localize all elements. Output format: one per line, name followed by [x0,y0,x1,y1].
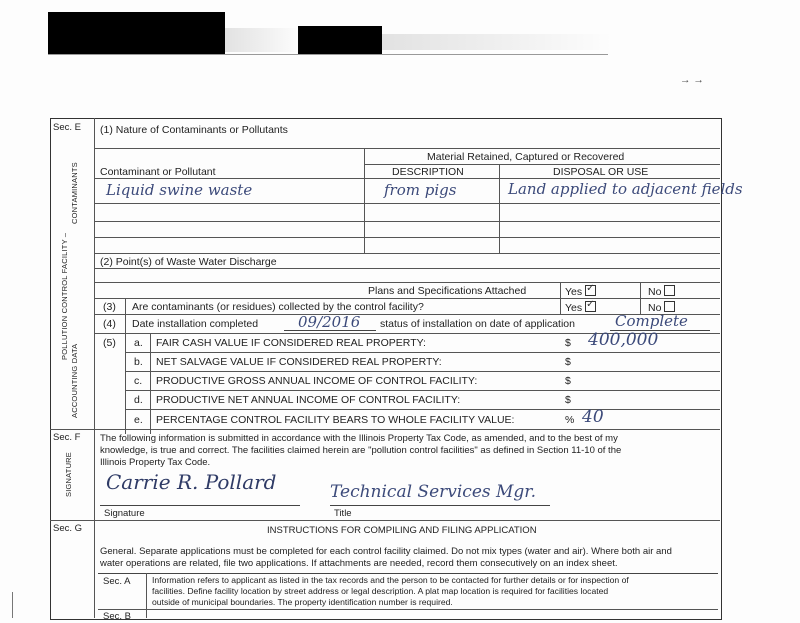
rule [126,371,720,372]
material-header: Material Retained, Captured or Recovered [427,151,625,163]
sec-a-line-1: Information refers to applicant as listed in the tax records and the person to be contacted for further details or for inspection of [152,575,629,585]
item5a-text: FAIR CASH VALUE IF CONSIDERED REAL PROPERTY: [156,337,426,349]
item5-number: (5) [103,337,116,349]
sec-a-line-2: facilities. Define facility location by street address or legal description. A plat map location is required for facilities located [152,586,609,596]
item5b-symbol: $ [565,356,571,368]
scan-smudge-2 [382,34,612,50]
item5a-value: 400,000 [588,330,659,350]
item5a-symbol: $ [565,337,571,349]
left-column-divider [94,118,95,618]
rule [94,221,720,222]
side-label-contaminants: CONTAMINANTS [70,162,79,224]
row1-disposal: Land applied to adjacent fields [508,180,743,198]
rule [125,298,126,434]
item5a-letter: a. [134,337,143,349]
item4-status: Complete [615,312,688,330]
sec-f-line-3: Illinois Property Tax Code. [100,457,211,468]
rule [94,203,720,204]
item3-yes: Yes✓ [565,301,596,314]
sec-e-label: Sec. E [53,122,81,133]
item3-no: No [648,301,675,314]
row1-contaminant: Liquid swine waste [106,181,253,199]
sec-f-label: Sec. F [53,432,81,443]
signature-label: Signature [104,508,145,519]
col-divider-description [364,148,365,253]
item3-text: Are contaminants (or residues) collected by the control facility? [132,301,424,313]
item4-label-b: status of installation on date of application [380,318,575,330]
item4-date-underline [284,330,376,331]
side-label-accounting: ACCOUNTING DATA [70,343,79,418]
rule [94,268,720,269]
sec-a-label: Sec. A [103,576,131,587]
col-contaminant: Contaminant or Pollutant [100,166,216,178]
sec-f-line-2: knowledge, is true and correct. The facilities claimed herein are "pollution control facilities" as defined in Section 11-10 of the [100,445,622,456]
item5c-letter: c. [134,375,143,387]
scan-rule [48,54,608,55]
item4-label-a: Date installation completed [132,318,259,330]
rule [94,148,720,149]
plans-no: No [648,285,675,298]
part2-title: (2) Point(s) of Waste Water Discharge [100,256,277,268]
item5d-letter: d. [134,394,143,406]
item5d-text: PRODUCTIVE NET ANNUAL INCOME OF CONTROL FACILITY: [156,394,461,406]
title-label: Title [334,508,352,519]
item3-no-checkbox[interactable] [664,301,675,312]
col-disposal: DISPOSAL OR USE [553,166,649,178]
side-label-pollution: POLLUTION CONTROL FACILITY – [60,232,69,360]
item5b-letter: b. [134,356,143,368]
rule [150,333,151,434]
rule [126,409,720,410]
col-description: DESCRIPTION [392,166,464,178]
sec-g-general-2: water operations are related, file two applications. If attachments are needed, record them consecutively on an index sheet. [100,558,618,569]
item4-number: (4) [103,318,116,330]
item4-date: 09/2016 [298,313,361,331]
item5e-letter: e. [134,414,143,426]
plans-no-checkbox[interactable] [664,285,675,296]
rule [126,390,720,391]
rule [94,282,720,283]
side-label-signature: SIGNATURE [64,452,73,497]
plans-label: Plans and Specifications Attached [368,285,527,297]
item5e-value: 40 [582,407,604,427]
sec-a-line-3: outside of municipal boundaries. The property identification number is required. [152,597,453,607]
plans-yes-checkbox[interactable] [585,285,596,296]
row1-description: from pigs [384,181,457,199]
item5b-text: NET SALVAGE VALUE IF CONSIDERED REAL PROPERTY: [156,356,442,368]
sec-g-label: Sec. G [53,523,83,534]
sec-f-line-1: The following information is submitted in accordance with the Illinois Property Tax Code, as amended, and to the best of my [100,433,618,444]
sec-f-bottom-rule [50,520,720,521]
rule [94,298,720,299]
scan-smudge-1 [225,28,300,52]
signature-line [100,505,300,506]
sec-b-label: Sec. B [103,611,131,622]
sec-g-heading: INSTRUCTIONS FOR COMPILING AND FILING APPLICATION [267,525,537,536]
col-divider-disposal [499,164,500,253]
item5d-symbol: $ [565,394,571,406]
item3-yes-checkbox[interactable] [585,301,596,312]
item5e-symbol: % [565,414,575,426]
rule [98,609,718,610]
scan-edge-mark [12,592,13,618]
rule [146,573,147,618]
rule [364,164,720,165]
sec-g-general-1: General. Separate applications must be completed for each control facility claimed. Do not mix types (water and air). Where both air and [100,546,672,557]
rule [126,352,720,353]
rule [94,253,720,254]
rule [94,178,720,179]
part1-title: (1) Nature of Contaminants or Pollutants [100,124,288,136]
item5e-text: PERCENTAGE CONTROL FACILITY BEARS TO WHOLE FACILITY VALUE: [156,414,515,426]
item5c-symbol: $ [565,375,571,387]
rule [94,237,720,238]
redaction-block-1 [48,12,225,54]
redaction-block-2 [298,26,382,54]
title-value: Technical Services Mgr. [330,482,536,502]
item5c-text: PRODUCTIVE GROSS ANNUAL INCOME OF CONTROL FACILITY: [156,375,478,387]
header-marks: → → [680,74,704,86]
title-line [330,505,550,506]
signature: Carrie R. Pollard [106,470,277,494]
sec-e-bottom-rule [50,429,720,430]
plans-yes: Yes✓ [565,285,596,298]
item3-number: (3) [103,301,116,313]
